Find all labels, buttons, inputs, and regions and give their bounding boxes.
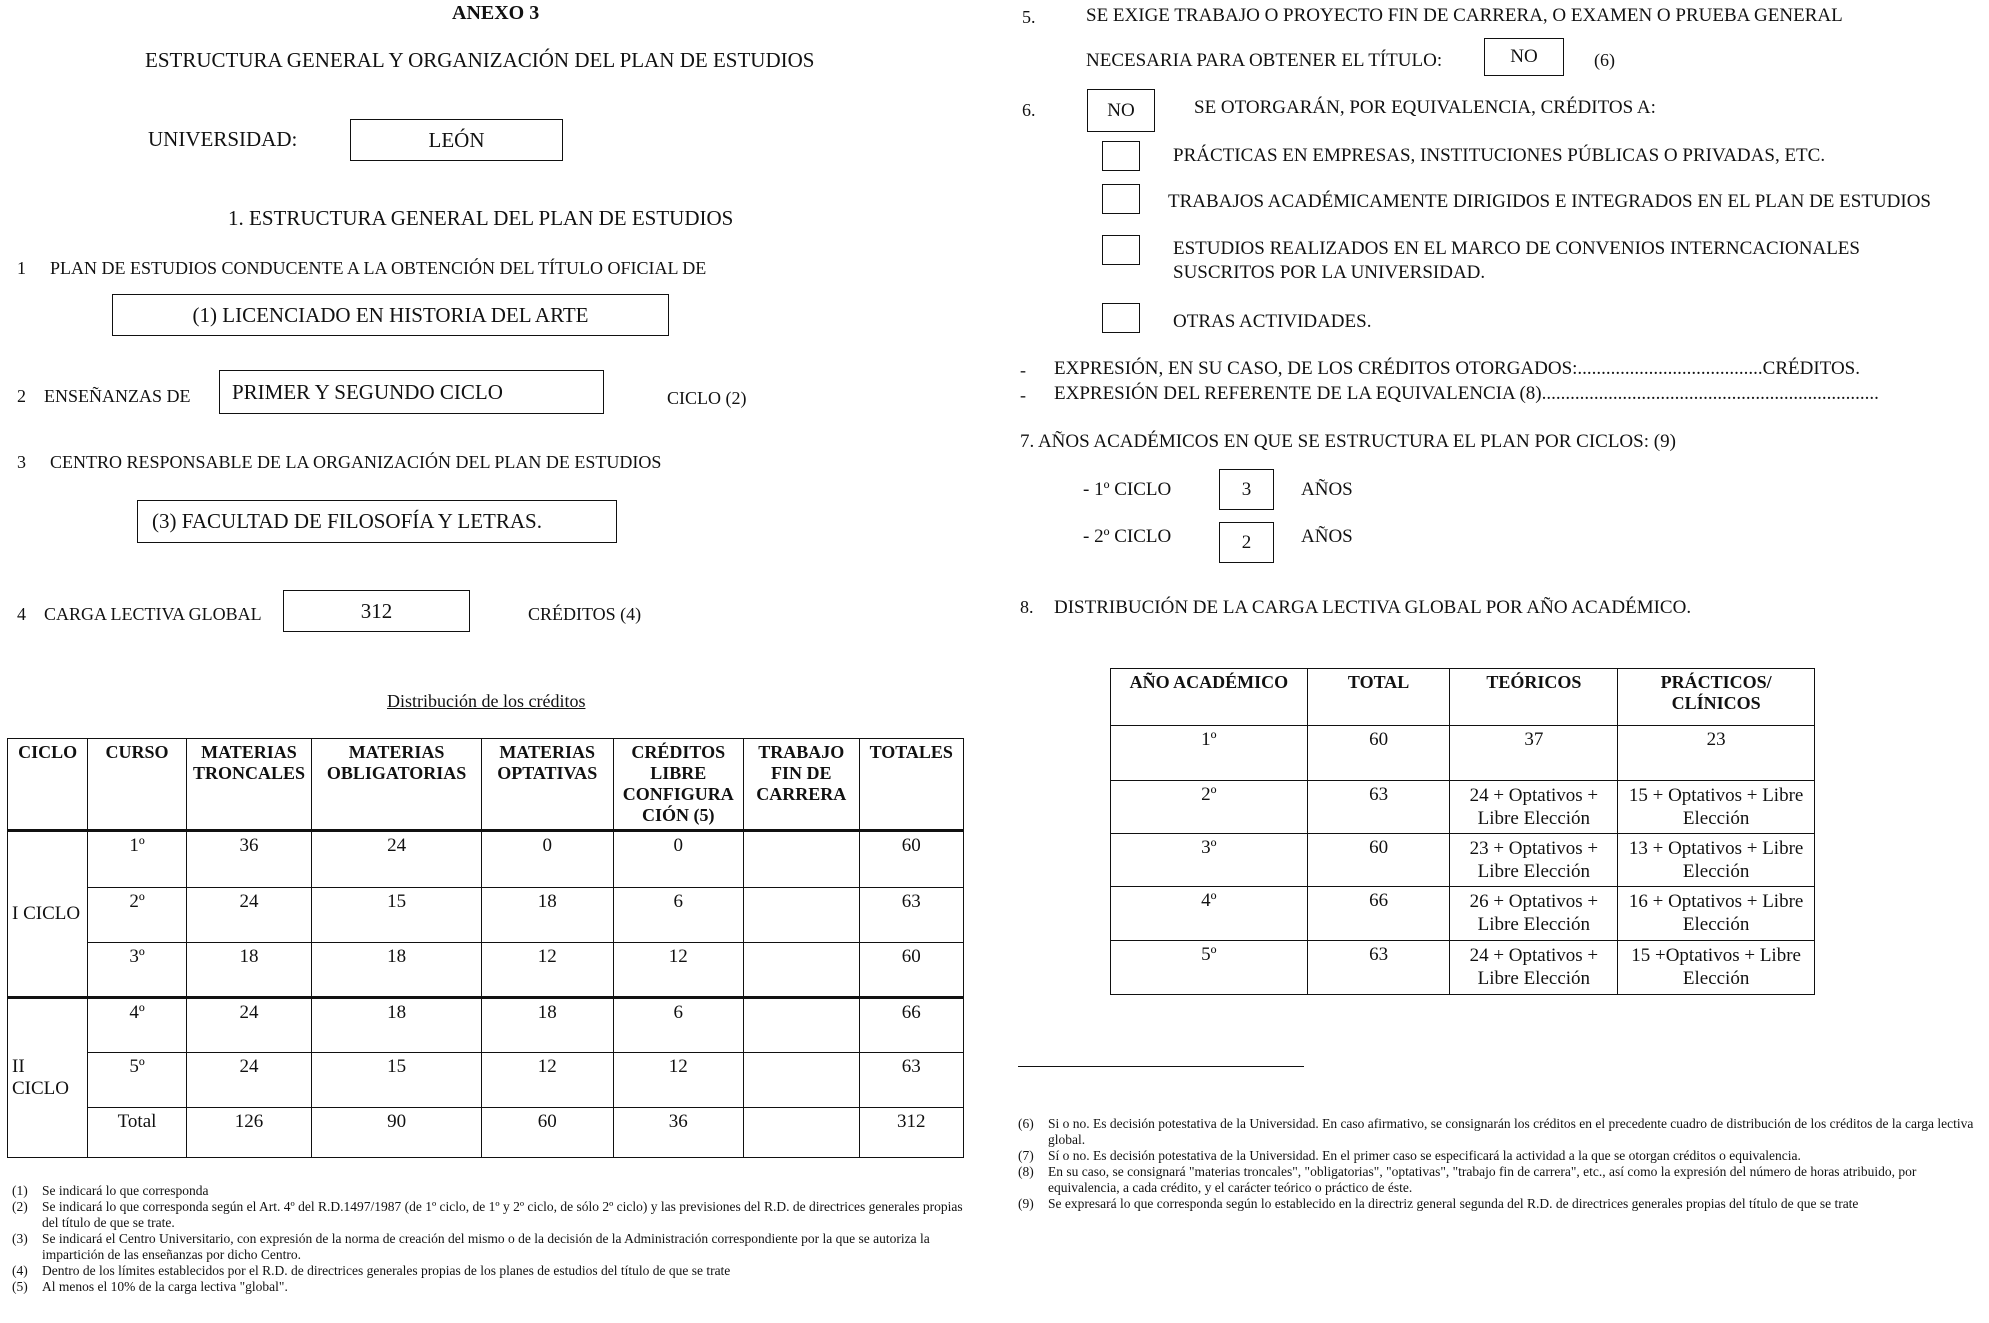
footnote-number: (1) bbox=[12, 1183, 28, 1198]
item-4-label: CARGA LECTIVA GLOBAL bbox=[44, 604, 262, 624]
centro-field: (3) FACULTAD DE FILOSOFÍA Y LETRAS. bbox=[137, 500, 617, 543]
table-cell: 5º bbox=[1111, 941, 1308, 995]
table-row bbox=[1111, 726, 1815, 781]
footnote-text: Se indicará el Centro Universitario, con expresión de la norma de creación del mismo o de la decisión de la Administración correspondiente por la que se autoriza la impartición de las enseñanzas por dicho Centro. bbox=[42, 1231, 930, 1262]
footnote-text: Sí o no. Es decisión potestativa de la Universidad. En el primer caso se especificará la actividad a la que se otorgan créditos o equivalencia. bbox=[1048, 1148, 1801, 1163]
degree-title-field: (1) LICENCIADO EN HISTORIA DEL ARTE bbox=[112, 294, 669, 336]
footnote bbox=[1018, 1196, 1983, 1212]
item-7-title: 7. AÑOS ACADÉMICOS EN QUE SE ESTRUCTURA EL PLAN POR CICLOS: (9) bbox=[1020, 431, 1676, 452]
table-cell: 2º bbox=[88, 888, 186, 943]
table-header-row bbox=[8, 739, 964, 831]
item-6-label: SE OTORGARÁN, POR EQUIVALENCIA, CRÉDITOS A: bbox=[1194, 97, 1656, 118]
table-cell: 23 bbox=[1618, 726, 1815, 781]
option-practicas: PRÁCTICAS EN EMPRESAS, INSTITUCIONES PÚBLICAS O PRIVADAS, ETC. bbox=[1173, 145, 1826, 166]
item-3-label: CENTRO RESPONSABLE DE LA ORGANIZACIÓN DEL PLAN DE ESTUDIOS bbox=[50, 452, 662, 472]
ciclo-2-anos: AÑOS bbox=[1301, 526, 1353, 547]
item-1-label: PLAN DE ESTUDIOS CONDUCENTE A LA OBTENCIÓN DEL TÍTULO OFICIAL DE bbox=[50, 258, 707, 278]
table-cell: 18 bbox=[481, 888, 613, 943]
table-cell bbox=[744, 888, 859, 943]
table-cell: 0 bbox=[613, 831, 744, 888]
table-cell: 60 bbox=[1307, 726, 1450, 781]
column-header: TRABAJO FIN DE CARRERA bbox=[744, 739, 859, 831]
option-convenios-line-1: ESTUDIOS REALIZADOS EN EL MARCO DE CONVENIOS INTERNCACIONALES bbox=[1173, 238, 1860, 259]
table-row bbox=[8, 831, 964, 888]
table-cell: 15 +Optativos + Libre Elección bbox=[1618, 941, 1815, 995]
footnote-number: (6) bbox=[1018, 1116, 1034, 1131]
item-4-number: 4 bbox=[17, 604, 26, 624]
option-trabajos: TRABAJOS ACADÉMICAMENTE DIRIGIDOS E INTEGRADOS EN EL PLAN DE ESTUDIOS bbox=[1168, 191, 1931, 212]
dash: - bbox=[1020, 360, 1026, 380]
table-total-row bbox=[8, 1108, 964, 1158]
table-cell: 15 bbox=[312, 888, 482, 943]
table-cell: 26 + Optativos + Libre Elección bbox=[1450, 887, 1618, 941]
table-row bbox=[1111, 941, 1815, 995]
option-checkbox-practicas bbox=[1102, 141, 1140, 171]
dash: - bbox=[1020, 385, 1026, 405]
column-header: MATERIAS OBLIGATORIAS bbox=[312, 739, 482, 831]
table-cell: 24 + Optativos + Libre Elección bbox=[1450, 781, 1618, 834]
table-cell: 60 bbox=[481, 1108, 613, 1158]
universidad-field: LEÓN bbox=[350, 119, 563, 161]
table-cell: 24 bbox=[312, 831, 482, 888]
table-cell: 18 bbox=[312, 998, 482, 1053]
footnote-number: (8) bbox=[1018, 1164, 1034, 1179]
annex-title: ANEXO 3 bbox=[452, 2, 540, 24]
ciclo-cell bbox=[8, 998, 88, 1158]
ciclo-2-label: II CICLO bbox=[12, 1056, 69, 1099]
item-5-line-2: NECESARIA PARA OBTENER EL TÍTULO: bbox=[1086, 50, 1443, 71]
column-header: TOTAL bbox=[1307, 669, 1450, 726]
ciclo-1-label: - 1º CICLO bbox=[1083, 479, 1172, 500]
table-row bbox=[8, 888, 964, 943]
item-5-number: 5. bbox=[1022, 7, 1036, 27]
column-header: TEÓRICOS bbox=[1450, 669, 1618, 726]
footnote bbox=[1018, 1116, 1983, 1148]
item-5-note: (6) bbox=[1594, 50, 1615, 70]
table-cell: 18 bbox=[186, 943, 312, 998]
table-cell: 60 bbox=[1307, 834, 1450, 887]
item-5-line-1: SE EXIGE TRABAJO O PROYECTO FIN DE CARRERA, O EXAMEN O PRUEBA GENERAL bbox=[1086, 5, 1843, 26]
table-row bbox=[8, 943, 964, 998]
table-cell: 6 bbox=[613, 998, 744, 1053]
expresion-referente: EXPRESIÓN DEL REFERENTE DE LA EQUIVALENCIA (8)....................................................................... bbox=[1054, 383, 1879, 404]
table-cell: 66 bbox=[1307, 887, 1450, 941]
ciclo-cell: I CICLO bbox=[8, 831, 88, 998]
footnote-text: Si o no. Es decisión potestativa de la Universidad. En caso afirmativo, se consignarán los créditos en el precedente cuadro de distribución de los créditos de la carga lectiva global. bbox=[1048, 1116, 1974, 1147]
table-cell: 126 bbox=[186, 1108, 312, 1158]
table-cell: 2º bbox=[1111, 781, 1308, 834]
item-2-suffix: CICLO (2) bbox=[667, 388, 747, 408]
table-cell bbox=[744, 943, 859, 998]
footnote bbox=[12, 1279, 984, 1295]
table-cell: 63 bbox=[859, 1053, 964, 1108]
table-cell: 12 bbox=[613, 1053, 744, 1108]
table-row bbox=[8, 1053, 964, 1108]
table-cell: 6 bbox=[613, 888, 744, 943]
table-cell: 24 bbox=[186, 888, 312, 943]
universidad-label: UNIVERSIDAD: bbox=[148, 127, 298, 151]
table-cell: 18 bbox=[481, 998, 613, 1053]
table-cell: 66 bbox=[859, 998, 964, 1053]
document-subtitle: ESTRUCTURA GENERAL Y ORGANIZACIÓN DEL PLAN DE ESTUDIOS bbox=[145, 48, 815, 72]
annual-load-table bbox=[1110, 668, 1815, 995]
item-2-number: 2 bbox=[17, 386, 26, 406]
footnote-number: (3) bbox=[12, 1231, 28, 1246]
right-footnotes bbox=[1018, 1116, 1983, 1212]
table-cell: 36 bbox=[613, 1108, 744, 1158]
table-cell: 63 bbox=[1307, 941, 1450, 995]
table-cell: 90 bbox=[312, 1108, 482, 1158]
expresion-creditos: EXPRESIÓN, EN SU CASO, DE LOS CRÉDITOS OTORGADOS:.......................................CRÉDITOS. bbox=[1054, 358, 1860, 379]
footnote bbox=[12, 1199, 984, 1231]
item-1-number: 1 bbox=[17, 258, 26, 278]
column-header: CICLO bbox=[8, 739, 88, 831]
table-cell: 4º bbox=[1111, 887, 1308, 941]
column-header: TOTALES bbox=[859, 739, 964, 831]
option-otras: OTRAS ACTIVIDADES. bbox=[1173, 311, 1372, 332]
table-cell: 5º bbox=[88, 1053, 186, 1108]
table-cell: 63 bbox=[859, 888, 964, 943]
ensenanzas-field: PRIMER Y SEGUNDO CICLO bbox=[219, 370, 604, 414]
table-cell: Total bbox=[88, 1108, 186, 1158]
footnote-text: En su caso, se consignará "materias troncales", "obligatorias", "optativas", "trabajo fin de carrera", etc., así como la expresión del número de horas atribuido, por equivalencia, a cada crédito, y el carácter teórico o práctico de éste. bbox=[1048, 1164, 1917, 1195]
ciclo-2-years-field: 2 bbox=[1219, 522, 1274, 563]
item-2-label: ENSEÑANZAS DE bbox=[44, 386, 191, 406]
footnote-number: (9) bbox=[1018, 1196, 1034, 1211]
footnote bbox=[1018, 1148, 1983, 1164]
table-cell: 4º bbox=[88, 998, 186, 1053]
table-cell: 12 bbox=[613, 943, 744, 998]
footnote-number: (7) bbox=[1018, 1148, 1034, 1163]
table-cell: 12 bbox=[481, 1053, 613, 1108]
option-checkbox-otras bbox=[1102, 303, 1140, 333]
column-header: PRÁCTICOS/ CLÍNICOS bbox=[1618, 669, 1815, 726]
option-convenios-line-2: SUSCRITOS POR LA UNIVERSIDAD. bbox=[1173, 262, 1486, 283]
footnote bbox=[12, 1231, 984, 1263]
table-cell bbox=[744, 1108, 859, 1158]
item-4-suffix: CRÉDITOS (4) bbox=[528, 604, 642, 624]
carga-lectiva-field: 312 bbox=[283, 590, 470, 632]
table-cell: 63 bbox=[1307, 781, 1450, 834]
table-cell: 23 + Optativos + Libre Elección bbox=[1450, 834, 1618, 887]
option-checkbox-convenios bbox=[1102, 235, 1140, 265]
table-row bbox=[1111, 834, 1815, 887]
table-cell: 312 bbox=[859, 1108, 964, 1158]
section-1-title: 1. ESTRUCTURA GENERAL DEL PLAN DE ESTUDIOS bbox=[228, 206, 734, 230]
table-header-row bbox=[1111, 669, 1815, 726]
item-3-number: 3 bbox=[17, 452, 26, 472]
option-checkbox-trabajos bbox=[1102, 184, 1140, 214]
table-cell: 3º bbox=[88, 943, 186, 998]
titulo-requirement-field: NO bbox=[1484, 38, 1564, 76]
ciclo-1-anos: AÑOS bbox=[1301, 479, 1353, 500]
ciclo-1-years-field: 3 bbox=[1219, 469, 1274, 510]
table-cell: 60 bbox=[859, 831, 964, 888]
footnote bbox=[12, 1263, 984, 1279]
footnote-number: (2) bbox=[12, 1199, 28, 1214]
footnote-text: Dentro de los límites establecidos por el R.D. de directrices generales propias de los planes de estudios del título de que se trate bbox=[42, 1263, 731, 1278]
item-8-label: DISTRIBUCIÓN DE LA CARGA LECTIVA GLOBAL POR AÑO ACADÉMICO. bbox=[1054, 597, 1692, 618]
footnote-separator bbox=[1018, 1066, 1304, 1067]
table-row bbox=[8, 998, 964, 1053]
table-cell: 3º bbox=[1111, 834, 1308, 887]
column-header: AÑO ACADÉMICO bbox=[1111, 669, 1308, 726]
column-header: CRÉDITOS LIBRE CONFIGURA CIÓN (5) bbox=[613, 739, 744, 831]
table-row bbox=[1111, 781, 1815, 834]
credits-distribution-table bbox=[7, 738, 964, 1158]
table-cell bbox=[744, 831, 859, 888]
table-cell: 15 + Optativos + Libre Elección bbox=[1618, 781, 1815, 834]
table-cell: 24 bbox=[186, 998, 312, 1053]
footnote bbox=[1018, 1164, 1983, 1196]
table-cell: 18 bbox=[312, 943, 482, 998]
table-cell: 1º bbox=[88, 831, 186, 888]
table-cell: 1º bbox=[1111, 726, 1308, 781]
table-cell: 15 bbox=[312, 1053, 482, 1108]
column-header: MATERIAS OPTATIVAS bbox=[481, 739, 613, 831]
table-cell: 37 bbox=[1450, 726, 1618, 781]
footnote-text: Se expresará lo que corresponda según lo establecido en la directriz general segunda del R.D. de directrices generales propias del título de que se trate bbox=[1048, 1196, 1859, 1211]
table-cell bbox=[744, 1053, 859, 1108]
column-header: CURSO bbox=[88, 739, 186, 831]
table-cell bbox=[744, 998, 859, 1053]
footnote-text: Se indicará lo que corresponda bbox=[42, 1183, 209, 1198]
footnote bbox=[12, 1183, 984, 1199]
footnote-number: (4) bbox=[12, 1263, 28, 1278]
table-cell: 24 bbox=[186, 1053, 312, 1108]
table-cell: 12 bbox=[481, 943, 613, 998]
footnote-text: Al menos el 10% de la carga lectiva "global". bbox=[42, 1279, 288, 1294]
table-cell: 16 + Optativos + Libre Elección bbox=[1618, 887, 1815, 941]
equivalencia-field: NO bbox=[1087, 89, 1155, 132]
table-row bbox=[1111, 887, 1815, 941]
item-8-number: 8. bbox=[1020, 597, 1034, 617]
table-cell: 0 bbox=[481, 831, 613, 888]
left-footnotes bbox=[12, 1183, 984, 1295]
item-6-number: 6. bbox=[1022, 100, 1036, 120]
footnote-text: Se indicará lo que corresponda según el Art. 4º del R.D.1497/1987 (de 1º ciclo, de 1º y 2º ciclo, de sólo 2º ciclo) y las previsiones del R.D. de directrices generales propias del título de que se trate. bbox=[42, 1199, 963, 1230]
column-header: MATERIAS TRONCALES bbox=[186, 739, 312, 831]
table-cell: 24 + Optativos + Libre Elección bbox=[1450, 941, 1618, 995]
distribution-title: Distribución de los créditos bbox=[387, 691, 586, 711]
table-cell: 60 bbox=[859, 943, 964, 998]
footnote-number: (5) bbox=[12, 1279, 28, 1294]
table-cell: 13 + Optativos + Libre Elección bbox=[1618, 834, 1815, 887]
table-cell: 36 bbox=[186, 831, 312, 888]
ciclo-2-label: - 2º CICLO bbox=[1083, 526, 1172, 547]
